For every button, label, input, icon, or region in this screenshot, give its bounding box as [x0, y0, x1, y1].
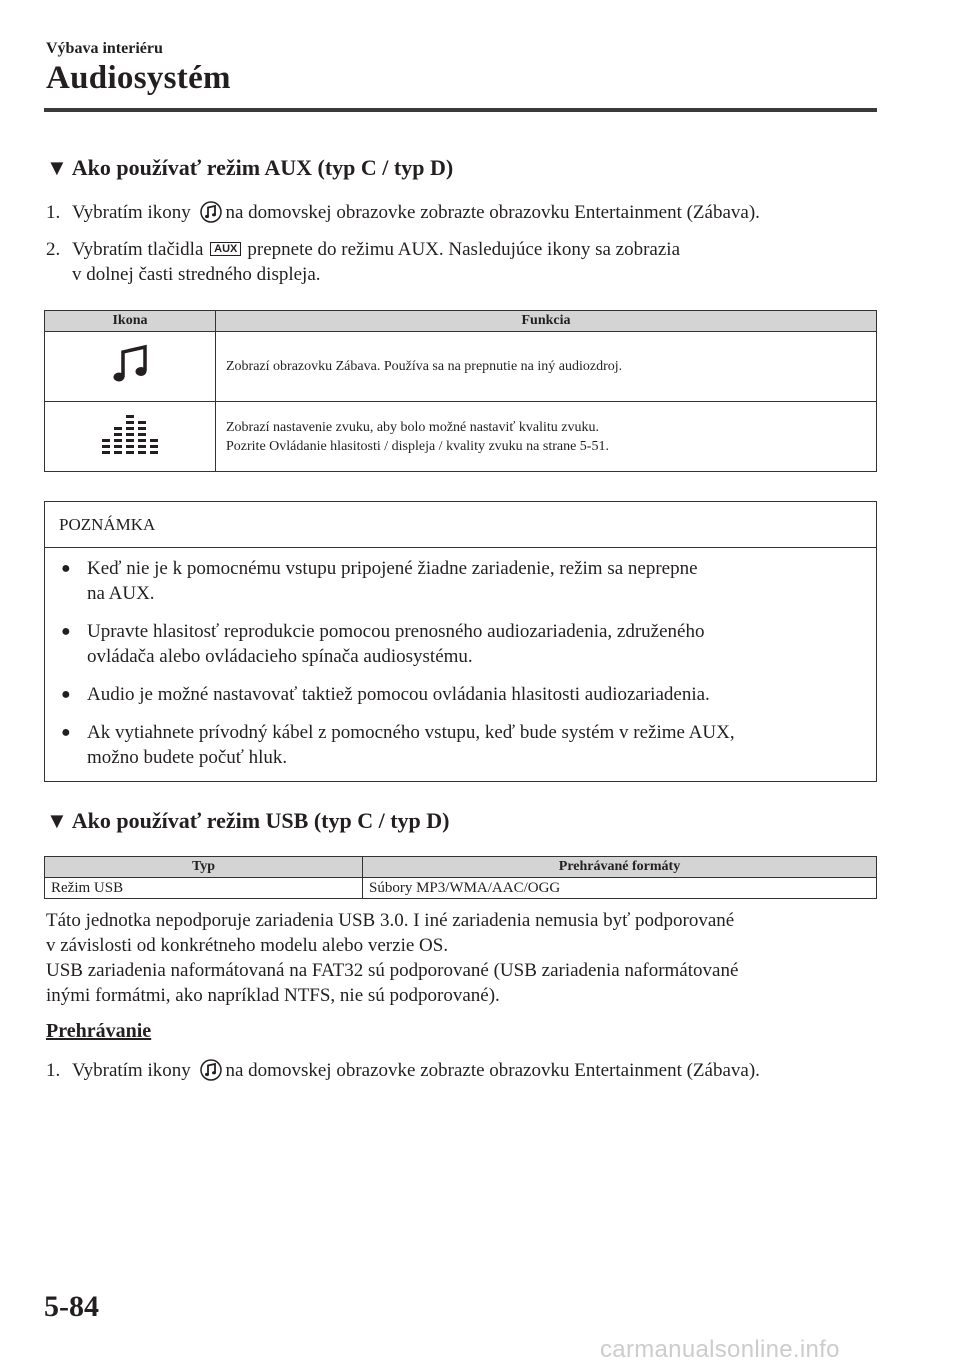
note-item: [61, 619, 860, 669]
usb-heading-text: Ako používať režim USB (typ C / typ D): [71, 808, 450, 833]
step-text: prepnete do režimu AUX. Nasledujúce ikony sa zobrazia: [247, 239, 680, 260]
column-header: Funkcia: [216, 311, 877, 332]
bullet-icon: ●: [61, 686, 71, 703]
function-text: Zobrazí nastavenie zvuku, aby bolo možné nastaviť kvalitu zvuku.: [226, 419, 599, 435]
step-number: 1.: [46, 202, 61, 223]
paragraph-line: inými formátmi, ako napríklad NTFS, nie sú podporované).: [46, 985, 500, 1006]
note-item: [61, 720, 860, 770]
page-number: 5-84: [44, 1290, 99, 1323]
column-header: Prehrávané formáty: [363, 857, 877, 878]
equalizer-icon: [102, 446, 158, 463]
note-title: POZNÁMKA: [45, 502, 876, 548]
aux-step-1: [46, 200, 886, 230]
step-text: Vybratím tlačidla: [72, 239, 204, 260]
bullet-icon: ●: [61, 560, 71, 577]
note-text: Ak vytiahnete prívodný kábel z pomocného vstupu, keď bude systém v režime AUX,: [87, 722, 735, 743]
table-cell-function: [216, 332, 877, 402]
table-cell-function: [216, 402, 877, 472]
aux-step-2: [46, 237, 886, 287]
step-number: 2.: [46, 239, 61, 260]
watermark: carmanualsonline.info: [600, 1336, 840, 1363]
step-text: na domovskej obrazovke zobrazte obrazovku Entertainment (Zábava).: [225, 1060, 760, 1081]
step-text: na domovskej obrazovke zobrazte obrazovku Entertainment (Zábava).: [225, 202, 760, 223]
note-text: ovládača alebo ovládacieho spínača audiosystému.: [87, 646, 473, 667]
table-cell: Režim USB: [45, 878, 363, 899]
note-list: [45, 548, 876, 770]
aux-section-heading: [46, 155, 453, 181]
usb-format-table: [44, 856, 877, 899]
usb-section-heading: [46, 808, 450, 834]
column-header: Typ: [45, 857, 363, 878]
column-header: Ikona: [45, 311, 216, 332]
step-text-continuation: v dolnej časti stredného displeja.: [72, 264, 321, 285]
music-note-icon: [106, 375, 154, 392]
table-cell: Súbory MP3/WMA/AAC/OGG: [363, 878, 877, 899]
triangle-down-icon: ▼: [46, 808, 68, 833]
aux-button-icon: AUX: [210, 242, 241, 256]
music-note-icon: [200, 201, 222, 230]
table-row: [45, 402, 877, 472]
table-row: [45, 332, 877, 402]
bullet-icon: ●: [61, 724, 71, 741]
usb-paragraph: [46, 908, 886, 1008]
table-header-row: [45, 857, 877, 878]
page-title: Audiosystém: [46, 60, 231, 96]
table-header-row: [45, 311, 877, 332]
playback-subheading: Prehrávanie: [46, 1020, 152, 1042]
paragraph-line: v závislosti od konkrétneho modelu alebo verzie OS.: [46, 935, 449, 956]
aux-heading-text: Ako používať režim AUX (typ C / typ D): [71, 155, 454, 180]
music-note-icon: [200, 1059, 222, 1088]
aux-icon-table: [44, 310, 877, 472]
note-item: [61, 682, 860, 707]
title-divider: [44, 108, 877, 112]
note-text: Upravte hlasitosť reprodukcie pomocou prenosného audiozariadenia, združeného: [87, 621, 705, 642]
step-text: Vybratím ikony: [72, 1060, 191, 1081]
table-row: [45, 878, 877, 899]
note-text: možno budete počuť hluk.: [87, 747, 288, 768]
table-cell-icon: [45, 332, 216, 402]
note-text: Keď nie je k pomocnému vstupu pripojené žiadne zariadenie, režim sa neprepne: [87, 558, 698, 579]
step-text: Vybratím ikony: [72, 202, 191, 223]
bullet-icon: ●: [61, 623, 71, 640]
note-box: [44, 501, 877, 782]
note-text: na AUX.: [87, 583, 155, 604]
triangle-down-icon: ▼: [46, 155, 68, 180]
usb-step-1: [46, 1058, 886, 1088]
paragraph-line: USB zariadenia naformátovaná na FAT32 sú podporované (USB zariadenia naformátované: [46, 960, 739, 981]
note-item: [61, 556, 860, 606]
paragraph-line: Táto jednotka nepodporuje zariadenia USB 3.0. I iné zariadenia nemusia byť podporované: [46, 910, 735, 931]
breadcrumb: Výbava interiéru: [46, 40, 163, 57]
function-text: Zobrazí obrazovku Zábava. Používa sa na prepnutie na iný audiozdroj.: [226, 359, 623, 374]
step-number: 1.: [46, 1060, 61, 1081]
function-text: Pozrite Ovládanie hlasitosti / displeja / kvality zvuku na strane 5-51.: [226, 438, 609, 454]
table-cell-icon: [45, 402, 216, 472]
note-text: Audio je možné nastavovať taktiež pomocou ovládania hlasitosti audiozariadenia.: [87, 684, 710, 705]
